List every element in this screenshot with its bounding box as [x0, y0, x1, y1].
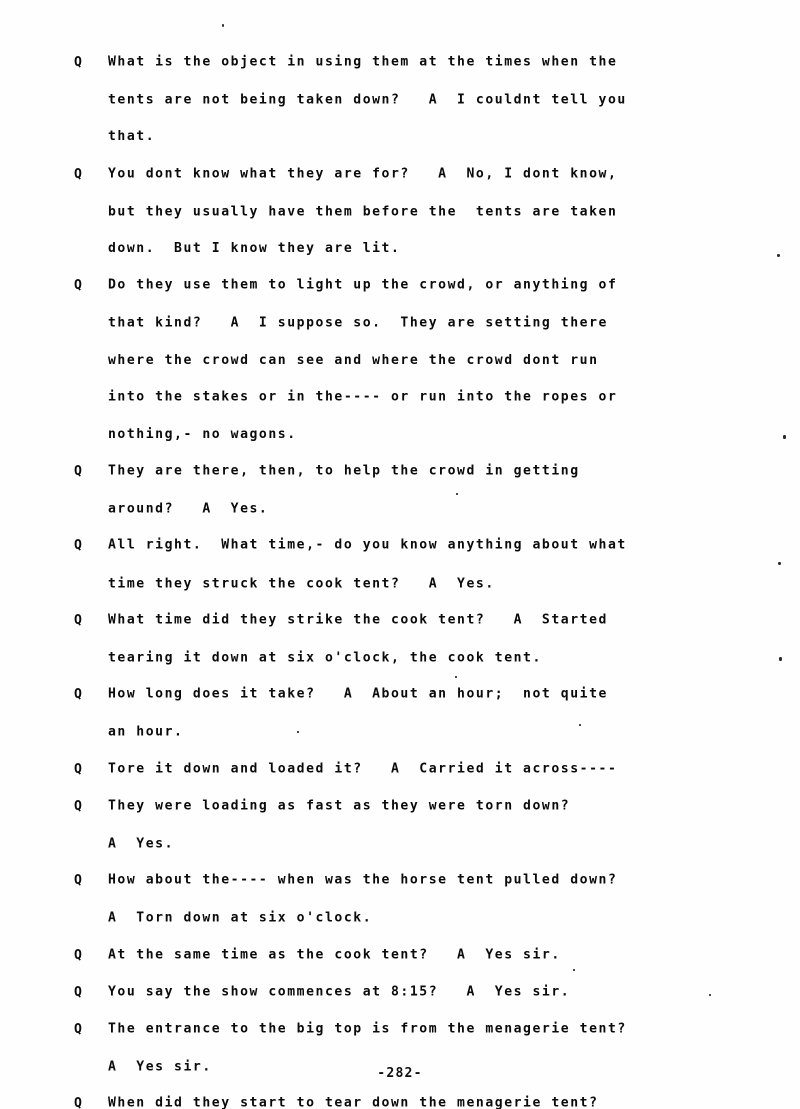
transcript-line-text: What is the object in using them at the times when the: [108, 54, 618, 70]
transcript-line-first: [74, 974, 734, 1011]
speaker-marker: Q: [74, 464, 84, 480]
transcript-line-first: [74, 788, 734, 825]
transcript-line-text: The entrance to the big top is from the menagerie tent?: [108, 1021, 627, 1037]
qa-exchange: [74, 751, 734, 788]
scan-speck: [779, 657, 782, 661]
transcript-line-text: tearing it down at six o'clock, the cook tent.: [108, 650, 542, 666]
transcript-line-first: [74, 751, 734, 788]
qa-exchange: [74, 937, 734, 974]
scan-speck: [777, 254, 780, 257]
speaker-marker: Q: [74, 687, 84, 703]
transcript-line-text: A Yes sir.: [108, 1059, 212, 1075]
speaker-marker: Q: [74, 798, 84, 814]
transcript-line-first: [74, 1085, 734, 1109]
speaker-marker: Q: [74, 538, 84, 554]
transcript-line-text: but they usually have them before the tents are taken: [108, 204, 618, 220]
scan-speck: [778, 562, 781, 565]
transcript-line-first: [74, 527, 734, 564]
qa-exchange: [74, 1085, 734, 1109]
transcript-line-text: All right. What time,- do you know anything about what: [108, 538, 627, 554]
transcript-line-text: nothing,- no wagons.: [108, 426, 297, 442]
speaker-marker: Q: [74, 55, 84, 70]
transcript-line-continuation: [74, 342, 734, 379]
transcript-line-continuation: [74, 490, 734, 527]
transcript-line-text: How long does it take? A About an hour; not quite: [108, 686, 608, 702]
transcript-line-text: tents are not being taken down? A I couldnt tell you: [108, 92, 627, 108]
transcript-line-text: that kind? A I suppose so. They are setting there: [108, 315, 608, 331]
qa-exchange: [74, 788, 734, 862]
transcript-line-text: When did they start to tear down the menagerie tent?: [108, 1095, 599, 1109]
speaker-marker: Q: [74, 1096, 84, 1109]
page-number: -282-: [377, 1066, 423, 1081]
qa-exchange: [74, 527, 734, 601]
qa-exchange: [74, 862, 734, 936]
speaker-marker: Q: [74, 278, 84, 294]
transcript-line-continuation: [74, 230, 734, 267]
transcript-line-continuation: [74, 639, 734, 676]
speaker-marker: Q: [74, 1021, 84, 1037]
transcript-line-continuation: [74, 565, 734, 602]
transcript-line-continuation: [74, 379, 734, 416]
transcript-line-first: [74, 267, 734, 304]
transcript-line-text: Tore it down and loaded it? A Carried it across----: [108, 761, 618, 777]
transcript-line-continuation: [74, 825, 734, 862]
qa-exchange: [74, 974, 734, 1011]
transcript-line-text: You say the show commences at 8:15? A Yes sir.: [108, 984, 571, 1000]
transcript-line-text: down. But I know they are lit.: [108, 240, 401, 256]
qa-exchange: [74, 453, 734, 527]
transcript-line-first: [74, 602, 734, 639]
transcript-line-text: You dont know what they are for? A No, I dont know,: [108, 166, 618, 182]
qa-exchange: [74, 602, 734, 676]
transcript-line-first: [74, 676, 734, 713]
scan-speck: [783, 435, 786, 439]
transcript-line-text: an hour.: [108, 724, 184, 740]
speaker-marker: Q: [74, 761, 84, 777]
transcript-line-first: [74, 1011, 734, 1048]
transcript-line-continuation: [74, 713, 734, 750]
transcript-line-first: [74, 156, 734, 193]
speaker-marker: Q: [74, 947, 84, 963]
transcript-line-text: How about the---- when was the horse tent pulled down?: [108, 872, 618, 888]
transcript-line-text: A Yes.: [108, 836, 175, 852]
transcript-line-continuation: [74, 304, 734, 341]
transcript-line-continuation: [74, 416, 734, 453]
speaker-marker: Q: [74, 873, 84, 889]
transcript-body: [74, 44, 734, 1109]
speaker-marker: Q: [74, 166, 84, 182]
transcript-line-text: A Torn down at six o'clock.: [108, 910, 373, 926]
transcript-line-text: They are there, then, to help the crowd in getting: [108, 463, 580, 479]
transcript-line-text: time they struck the cook tent? A Yes.: [108, 575, 495, 591]
qa-exchange: [74, 676, 734, 750]
qa-exchange: [74, 44, 734, 156]
transcript-line-text: Do they use them to light up the crowd, or anything of: [108, 277, 618, 293]
transcript-line-continuation: [74, 81, 734, 118]
transcript-line-first: [74, 937, 734, 974]
qa-exchange: [74, 267, 734, 453]
transcript-line-continuation: [74, 193, 734, 230]
speaker-marker: Q: [74, 612, 84, 628]
transcript-line-first: [74, 44, 734, 81]
qa-exchange: [74, 156, 734, 268]
transcript-line-text: into the stakes or in the---- or run into the ropes or: [108, 389, 618, 405]
transcript-line-text: around? A Yes.: [108, 501, 269, 517]
speaker-marker: Q: [74, 984, 84, 1000]
transcript-line-text: that.: [108, 129, 156, 145]
scan-speck: [222, 24, 224, 27]
transcript-line-text: They were loading as fast as they were torn down?: [108, 798, 571, 814]
transcript-line-continuation: [74, 118, 734, 155]
transcript-line-text: At the same time as the cook tent? A Yes sir.: [108, 947, 561, 963]
transcript-line-text: where the crowd can see and where the crowd dont run: [108, 352, 599, 368]
transcript-line-first: [74, 453, 734, 490]
transcript-line-continuation: [74, 899, 734, 936]
transcript-line-text: What time did they strike the cook tent? A Started: [108, 612, 608, 628]
transcript-line-first: [74, 862, 734, 899]
